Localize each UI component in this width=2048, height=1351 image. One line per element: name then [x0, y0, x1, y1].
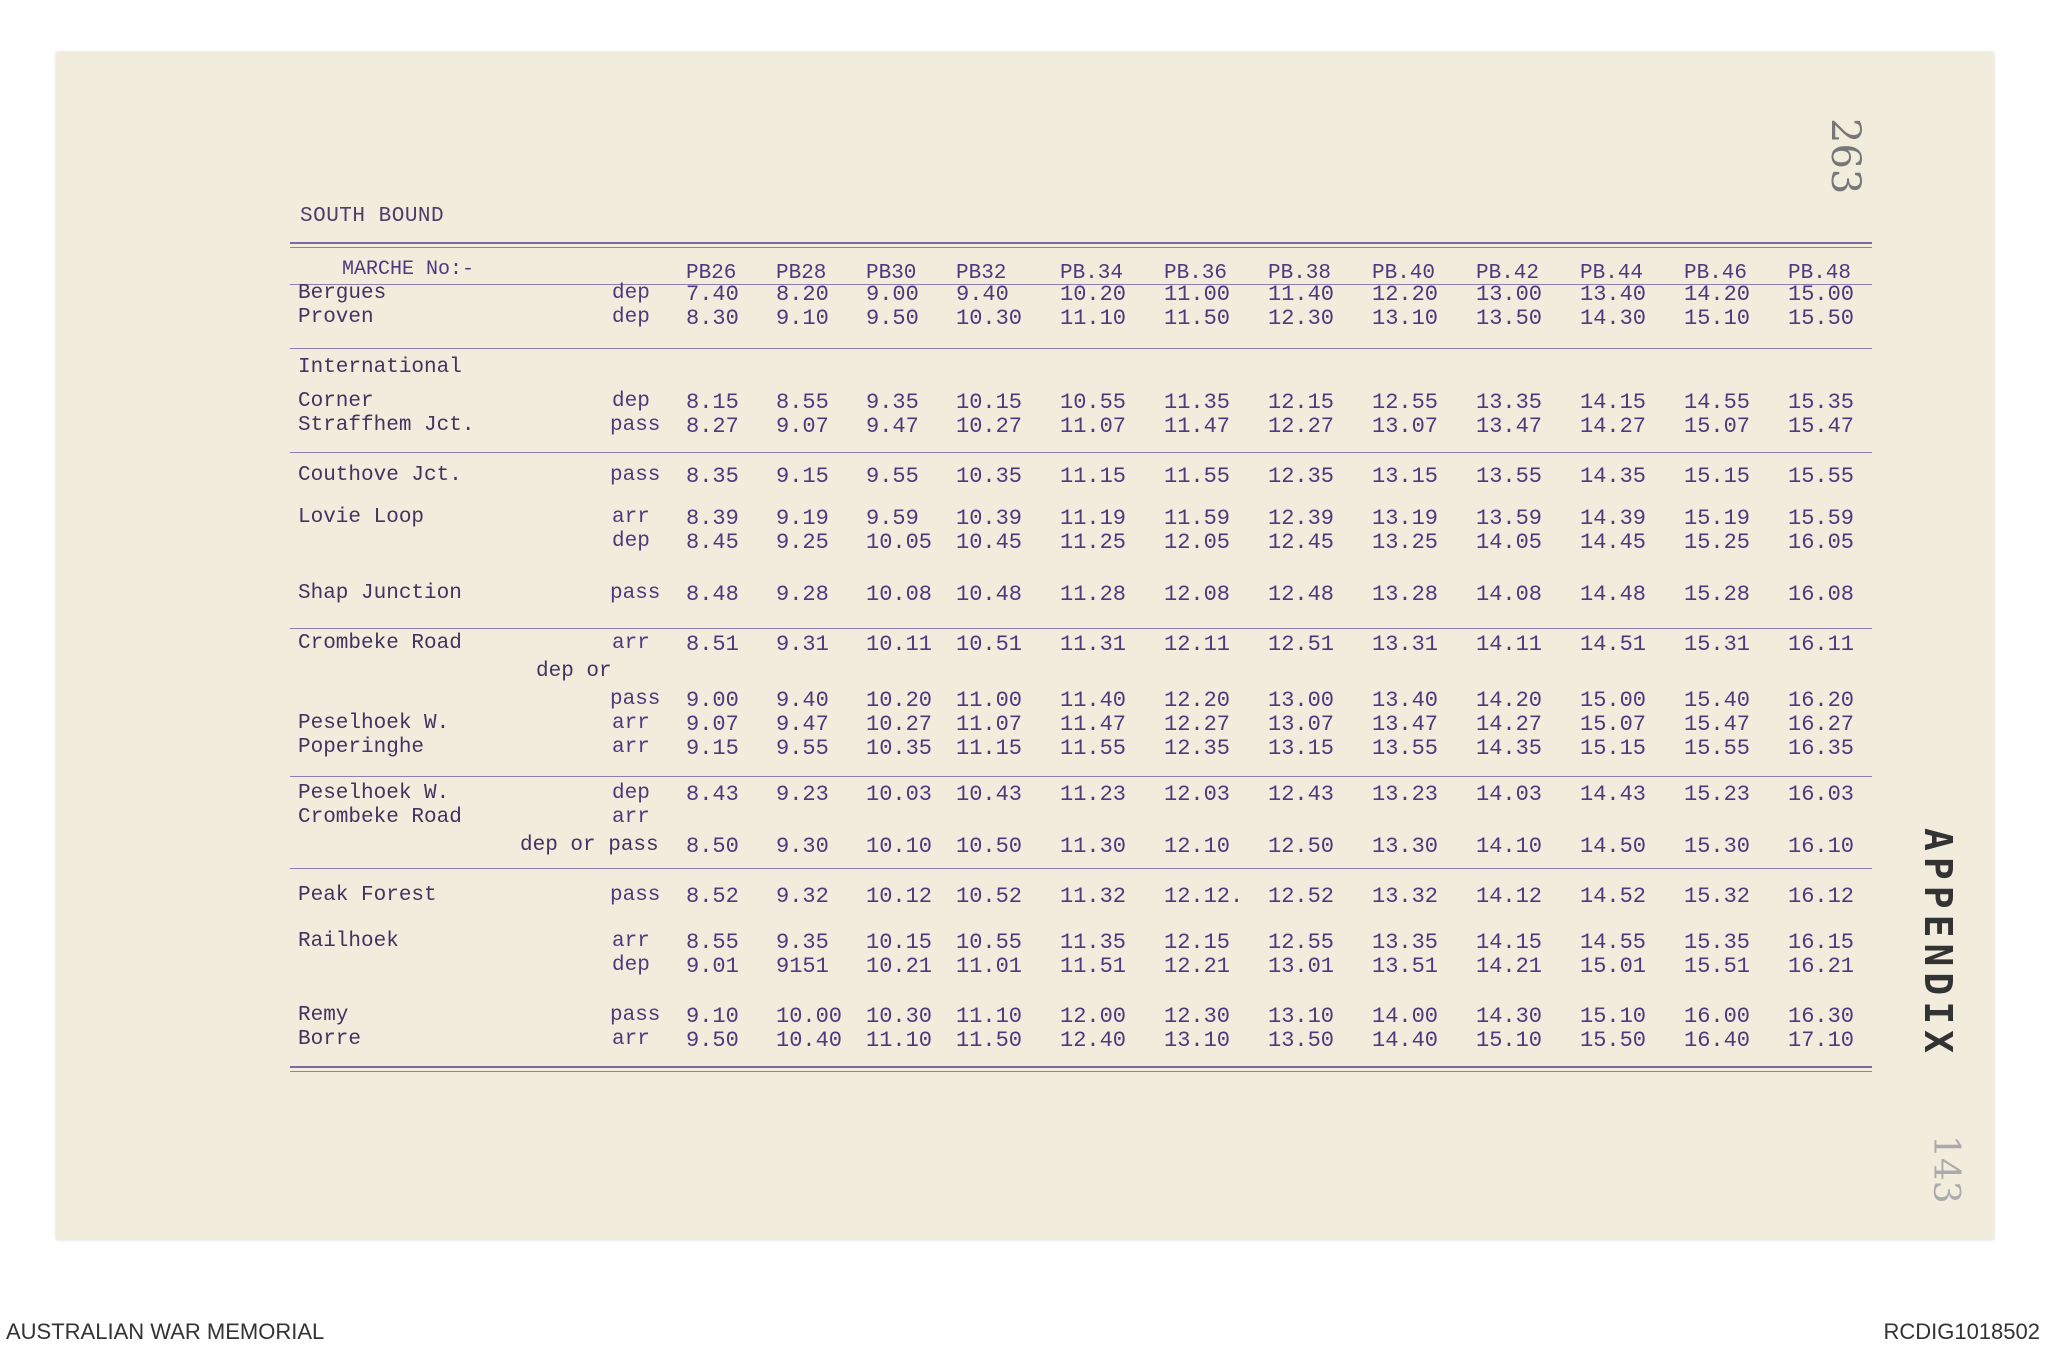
time-cell: 13.55	[1372, 736, 1439, 761]
station-name: Couthove Jct.	[298, 464, 462, 487]
time-cell: 13.07	[1372, 414, 1439, 439]
time-cell: 13.50	[1476, 306, 1543, 331]
time-cell: 16.35	[1788, 736, 1855, 761]
action-label: arr	[612, 806, 650, 829]
time-cell: 12.55	[1372, 390, 1439, 415]
time-cell: 9.15	[686, 736, 739, 761]
time-cell: 9.01	[686, 954, 739, 979]
time-cell: 14.45	[1580, 530, 1647, 555]
time-cell: 10.00	[776, 1004, 843, 1029]
time-cell: 9.23	[776, 782, 829, 807]
time-cell: 13.23	[1372, 782, 1439, 807]
time-cell: 15.28	[1684, 582, 1751, 607]
time-cell: 11.15	[956, 736, 1023, 761]
time-cell: 15.35	[1788, 390, 1855, 415]
station-name: Proven	[298, 306, 374, 329]
time-cell: 14.11	[1476, 632, 1543, 657]
time-cell: 9.40	[956, 282, 1009, 307]
time-cell: 16.20	[1788, 688, 1855, 713]
action-label: arr	[612, 736, 650, 759]
time-cell: 11.19	[1060, 506, 1127, 531]
time-cell: 10.52	[956, 884, 1023, 909]
time-cell: 12.51	[1268, 632, 1335, 657]
time-cell: 11.59	[1164, 506, 1231, 531]
time-cell: 11.40	[1060, 688, 1127, 713]
time-cell: 16.40	[1684, 1028, 1751, 1053]
time-cell: 12.05	[1164, 530, 1231, 555]
time-cell: 15.50	[1788, 306, 1855, 331]
time-cell: 9.47	[866, 414, 919, 439]
time-cell: 9.07	[686, 712, 739, 737]
time-cell: 15.10	[1684, 306, 1751, 331]
time-cell: 12.50	[1268, 834, 1335, 859]
time-cell: 9.19	[776, 506, 829, 531]
time-cell: 11.28	[1060, 582, 1127, 607]
time-cell: 11.35	[1164, 390, 1231, 415]
time-cell: 13.59	[1476, 506, 1543, 531]
top-rule-2	[290, 247, 1872, 248]
time-cell: 16.10	[1788, 834, 1855, 859]
time-cell: 14.39	[1580, 506, 1647, 531]
time-cell: 9.32	[776, 884, 829, 909]
time-cell: 14.40	[1372, 1028, 1439, 1053]
bottom-rule-2	[290, 1071, 1872, 1072]
time-cell: 13.51	[1372, 954, 1439, 979]
time-cell: 9.00	[686, 688, 739, 713]
time-cell: 16.21	[1788, 954, 1855, 979]
time-cell: 12.11	[1164, 632, 1231, 657]
time-cell: 13.50	[1268, 1028, 1335, 1053]
time-cell: 12.21	[1164, 954, 1231, 979]
time-cell: 11.15	[1060, 464, 1127, 489]
time-cell: 10.03	[866, 782, 933, 807]
divider	[290, 452, 1872, 453]
time-cell: 14.10	[1476, 834, 1543, 859]
time-cell: 8.27	[686, 414, 739, 439]
action-label: pass	[610, 688, 661, 711]
time-cell: 14.55	[1684, 390, 1751, 415]
time-cell: 12.20	[1372, 282, 1439, 307]
time-cell: 13.15	[1372, 464, 1439, 489]
time-cell: 15.15	[1684, 464, 1751, 489]
page-title: SOUTH BOUND	[300, 205, 445, 228]
station-name: Poperinghe	[298, 736, 425, 759]
time-cell: 16.05	[1788, 530, 1855, 555]
marche-label: MARCHE No:-	[342, 258, 475, 281]
time-cell: 11.23	[1060, 782, 1127, 807]
time-cell: 15.51	[1684, 954, 1751, 979]
station-name: Shap Junction	[298, 582, 462, 605]
time-cell: 11.07	[956, 712, 1023, 737]
time-cell: 13.07	[1268, 712, 1335, 737]
time-cell: 12.10	[1164, 834, 1231, 859]
time-cell: 14.03	[1476, 782, 1543, 807]
time-cell: 12.15	[1164, 930, 1231, 955]
time-cell: 10.39	[956, 506, 1023, 531]
time-cell: 14.20	[1684, 282, 1751, 307]
time-cell: 9.07	[776, 414, 829, 439]
time-cell: 16.11	[1788, 632, 1855, 657]
time-cell: 10.30	[956, 306, 1023, 331]
time-cell: 15.55	[1788, 464, 1855, 489]
time-cell: 12.35	[1164, 736, 1231, 761]
time-cell: 14.00	[1372, 1004, 1439, 1029]
time-cell: 15.35	[1684, 930, 1751, 955]
time-cell: 13.10	[1164, 1028, 1231, 1053]
time-cell: 9.59	[866, 506, 919, 531]
time-cell: 13.30	[1372, 834, 1439, 859]
time-cell: 13.40	[1580, 282, 1647, 307]
time-cell: 14.20	[1476, 688, 1543, 713]
time-cell: 12.52	[1268, 884, 1335, 909]
column-header: PB30	[866, 262, 917, 285]
time-cell: 10.51	[956, 632, 1023, 657]
action-label: dep	[612, 306, 650, 329]
time-cell: 8.51	[686, 632, 739, 657]
time-cell: 10.27	[866, 712, 933, 737]
time-cell: 10.20	[866, 688, 933, 713]
time-cell: 10.30	[866, 1004, 933, 1029]
time-cell: 10.11	[866, 632, 933, 657]
divider	[290, 776, 1872, 777]
time-cell: 14.55	[1580, 930, 1647, 955]
time-cell: 11.00	[956, 688, 1023, 713]
time-cell: 11.30	[1060, 834, 1127, 859]
time-cell: 11.32	[1060, 884, 1127, 909]
footer-id: RCDIG1018502	[1883, 1319, 2040, 1344]
time-cell: 8.55	[776, 390, 829, 415]
time-cell: 14.35	[1476, 736, 1543, 761]
time-cell: 9.55	[866, 464, 919, 489]
time-cell: 17.10	[1788, 1028, 1855, 1053]
action-label: dep	[612, 390, 650, 413]
action-label: dep	[612, 782, 650, 805]
time-cell: 10.05	[866, 530, 933, 555]
time-cell: 13.47	[1476, 414, 1543, 439]
time-cell: 13.00	[1268, 688, 1335, 713]
time-cell: 11.55	[1060, 736, 1127, 761]
time-cell: 15.47	[1788, 414, 1855, 439]
time-cell: 9.28	[776, 582, 829, 607]
time-cell: 11.51	[1060, 954, 1127, 979]
time-cell: 9.50	[866, 306, 919, 331]
time-cell: 11.47	[1164, 414, 1231, 439]
time-cell: 12.35	[1268, 464, 1335, 489]
time-cell: 12.15	[1268, 390, 1335, 415]
action-label: arr	[612, 712, 650, 735]
time-cell: 9.40	[776, 688, 829, 713]
time-cell: 14.27	[1580, 414, 1647, 439]
time-cell: 14.27	[1476, 712, 1543, 737]
time-cell: 10.40	[776, 1028, 843, 1053]
station-name: dep or pass	[520, 834, 659, 857]
time-cell: 15.59	[1788, 506, 1855, 531]
time-cell: 12.12.	[1164, 884, 1244, 909]
station-name: Straffhem Jct.	[298, 414, 475, 437]
action-label: dep	[612, 954, 650, 977]
time-cell: 15.23	[1684, 782, 1751, 807]
time-cell: 12.45	[1268, 530, 1335, 555]
time-cell: 11.40	[1268, 282, 1335, 307]
time-cell: 8.45	[686, 530, 739, 555]
time-cell: 9.10	[776, 306, 829, 331]
time-cell: 9.25	[776, 530, 829, 555]
time-cell: 16.00	[1684, 1004, 1751, 1029]
time-cell: 11.10	[956, 1004, 1023, 1029]
time-cell: 14.21	[1476, 954, 1543, 979]
time-cell: 10.21	[866, 954, 933, 979]
action-label: dep	[612, 282, 650, 305]
time-cell: 13.10	[1372, 306, 1439, 331]
time-cell: 14.51	[1580, 632, 1647, 657]
time-cell: 15.50	[1580, 1028, 1647, 1053]
time-cell: 12.27	[1164, 712, 1231, 737]
action-label: pass	[610, 464, 661, 487]
time-cell: 9.31	[776, 632, 829, 657]
bottom-rule	[290, 1066, 1872, 1068]
time-cell: 11.31	[1060, 632, 1127, 657]
column-header: PB.36	[1164, 262, 1228, 285]
time-cell: 13.01	[1268, 954, 1335, 979]
action-label: arr	[612, 632, 650, 655]
time-cell: 14.05	[1476, 530, 1543, 555]
column-header: PB.40	[1372, 262, 1436, 285]
divider	[290, 348, 1872, 349]
time-cell: 10.50	[956, 834, 1023, 859]
column-header: PB.48	[1788, 262, 1852, 285]
time-cell: 14.12	[1476, 884, 1543, 909]
time-cell: 15.07	[1684, 414, 1751, 439]
folio-number: 263	[1822, 118, 1868, 195]
time-cell: 9.47	[776, 712, 829, 737]
time-cell: 10.55	[956, 930, 1023, 955]
time-cell: 13.47	[1372, 712, 1439, 737]
action-label: arr	[612, 506, 650, 529]
time-cell: 9.35	[866, 390, 919, 415]
time-cell: 8.55	[686, 930, 739, 955]
time-cell: 10.20	[1060, 282, 1127, 307]
station-name: Railhoek	[298, 930, 399, 953]
time-cell: 15.10	[1476, 1028, 1543, 1053]
time-cell: 16.30	[1788, 1004, 1855, 1029]
time-cell: 13.28	[1372, 582, 1439, 607]
time-cell: 11.47	[1060, 712, 1127, 737]
time-cell: 9151	[776, 954, 829, 979]
time-cell: 15.10	[1580, 1004, 1647, 1029]
column-header: PB.46	[1684, 262, 1748, 285]
time-cell: 16.27	[1788, 712, 1855, 737]
time-cell: 12.43	[1268, 782, 1335, 807]
column-header: PB.44	[1580, 262, 1644, 285]
time-cell: 8.39	[686, 506, 739, 531]
station-name: Crombeke Road	[298, 632, 462, 655]
time-cell: 9.15	[776, 464, 829, 489]
time-cell: 10.55	[1060, 390, 1127, 415]
time-cell: 12.30	[1164, 1004, 1231, 1029]
time-cell: 15.01	[1580, 954, 1647, 979]
station-name: dep or	[536, 660, 612, 683]
time-cell: 12.39	[1268, 506, 1335, 531]
station-name: Borre	[298, 1028, 362, 1051]
time-cell: 15.00	[1788, 282, 1855, 307]
time-cell: 12.27	[1268, 414, 1335, 439]
time-cell: 12.00	[1060, 1004, 1127, 1029]
time-cell: 11.50	[956, 1028, 1023, 1053]
time-cell: 13.15	[1268, 736, 1335, 761]
time-cell: 13.32	[1372, 884, 1439, 909]
time-cell: 8.30	[686, 306, 739, 331]
time-cell: 8.20	[776, 282, 829, 307]
time-cell: 14.08	[1476, 582, 1543, 607]
time-cell: 11.25	[1060, 530, 1127, 555]
top-rule	[290, 242, 1872, 244]
time-cell: 8.50	[686, 834, 739, 859]
time-cell: 11.00	[1164, 282, 1231, 307]
time-cell: 11.55	[1164, 464, 1231, 489]
station-name: Bergues	[298, 282, 387, 305]
time-cell: 9.35	[776, 930, 829, 955]
action-label: dep	[612, 530, 650, 553]
time-cell: 9.55	[776, 736, 829, 761]
time-cell: 12.08	[1164, 582, 1231, 607]
time-cell: 15.40	[1684, 688, 1751, 713]
time-cell: 8.35	[686, 464, 739, 489]
time-cell: 14.52	[1580, 884, 1647, 909]
time-cell: 15.47	[1684, 712, 1751, 737]
time-cell: 10.08	[866, 582, 933, 607]
action-label: pass	[610, 1004, 661, 1027]
time-cell: 16.08	[1788, 582, 1855, 607]
station-name: Lovie Loop	[298, 506, 425, 529]
time-cell: 9.50	[686, 1028, 739, 1053]
time-cell: 10.12	[866, 884, 933, 909]
time-cell: 11.07	[1060, 414, 1127, 439]
divider	[290, 628, 1872, 629]
time-cell: 8.52	[686, 884, 739, 909]
column-header: PB.38	[1268, 262, 1332, 285]
time-cell: 13.19	[1372, 506, 1439, 531]
time-cell: 8.48	[686, 582, 739, 607]
time-cell: 14.15	[1580, 390, 1647, 415]
time-cell: 12.20	[1164, 688, 1231, 713]
column-header: PB26	[686, 262, 737, 285]
time-cell: 13.00	[1476, 282, 1543, 307]
action-label: arr	[612, 930, 650, 953]
time-cell: 8.15	[686, 390, 739, 415]
time-cell: 11.35	[1060, 930, 1127, 955]
time-cell: 11.50	[1164, 306, 1231, 331]
time-cell: 13.25	[1372, 530, 1439, 555]
time-cell: 10.15	[866, 930, 933, 955]
pencil-number: 143	[1925, 1135, 1966, 1204]
station-name: Crombeke Road	[298, 806, 462, 829]
time-cell: 16.15	[1788, 930, 1855, 955]
time-cell: 15.19	[1684, 506, 1751, 531]
time-cell: 11.10	[866, 1028, 933, 1053]
column-header: PB28	[776, 262, 827, 285]
time-cell: 15.32	[1684, 884, 1751, 909]
station-name: Remy	[298, 1004, 349, 1027]
time-cell: 13.55	[1476, 464, 1543, 489]
time-cell: 14.15	[1476, 930, 1543, 955]
time-cell: 13.31	[1372, 632, 1439, 657]
time-cell: 14.30	[1476, 1004, 1543, 1029]
time-cell: 9.30	[776, 834, 829, 859]
time-cell: 10.48	[956, 582, 1023, 607]
time-cell: 16.12	[1788, 884, 1855, 909]
column-header: PB.34	[1060, 262, 1124, 285]
time-cell: 10.45	[956, 530, 1023, 555]
time-cell: 12.30	[1268, 306, 1335, 331]
action-label: pass	[610, 414, 661, 437]
time-cell: 15.25	[1684, 530, 1751, 555]
station-name: Peak Forest	[298, 884, 437, 907]
divider	[290, 868, 1872, 869]
time-cell: 13.35	[1372, 930, 1439, 955]
time-cell: 14.48	[1580, 582, 1647, 607]
appendix-stamp: APPENDIX	[1916, 828, 1960, 1060]
time-cell: 15.00	[1580, 688, 1647, 713]
time-cell: 13.40	[1372, 688, 1439, 713]
time-cell: 10.10	[866, 834, 933, 859]
time-cell: 10.27	[956, 414, 1023, 439]
time-cell: 11.10	[1060, 306, 1127, 331]
column-header: PB.42	[1476, 262, 1540, 285]
time-cell: 14.30	[1580, 306, 1647, 331]
action-label: arr	[612, 1028, 650, 1051]
footer-credit: AUSTRALIAN WAR MEMORIAL	[6, 1319, 325, 1344]
time-cell: 15.07	[1580, 712, 1647, 737]
station-name: Peselhoek W.	[298, 712, 450, 735]
time-cell: 7.40	[686, 282, 739, 307]
time-cell: 10.35	[956, 464, 1023, 489]
action-label: pass	[610, 582, 661, 605]
time-cell: 16.03	[1788, 782, 1855, 807]
time-cell: 14.43	[1580, 782, 1647, 807]
action-label: pass	[610, 884, 661, 907]
time-cell: 12.40	[1060, 1028, 1127, 1053]
time-cell: 8.43	[686, 782, 739, 807]
column-header: PB32	[956, 262, 1007, 285]
time-cell: 15.30	[1684, 834, 1751, 859]
time-cell: 15.55	[1684, 736, 1751, 761]
station-name: Corner	[298, 390, 374, 413]
time-cell: 9.10	[686, 1004, 739, 1029]
time-cell: 13.35	[1476, 390, 1543, 415]
time-cell: 9.00	[866, 282, 919, 307]
time-cell: 10.43	[956, 782, 1023, 807]
time-cell: 10.35	[866, 736, 933, 761]
time-cell: 14.35	[1580, 464, 1647, 489]
station-name: International	[298, 356, 462, 379]
time-cell: 12.03	[1164, 782, 1231, 807]
time-cell: 12.48	[1268, 582, 1335, 607]
time-cell: 15.31	[1684, 632, 1751, 657]
station-name: Peselhoek W.	[298, 782, 450, 805]
time-cell: 15.15	[1580, 736, 1647, 761]
time-cell: 11.01	[956, 954, 1023, 979]
time-cell: 14.50	[1580, 834, 1647, 859]
time-cell: 13.10	[1268, 1004, 1335, 1029]
time-cell: 10.15	[956, 390, 1023, 415]
time-cell: 12.55	[1268, 930, 1335, 955]
